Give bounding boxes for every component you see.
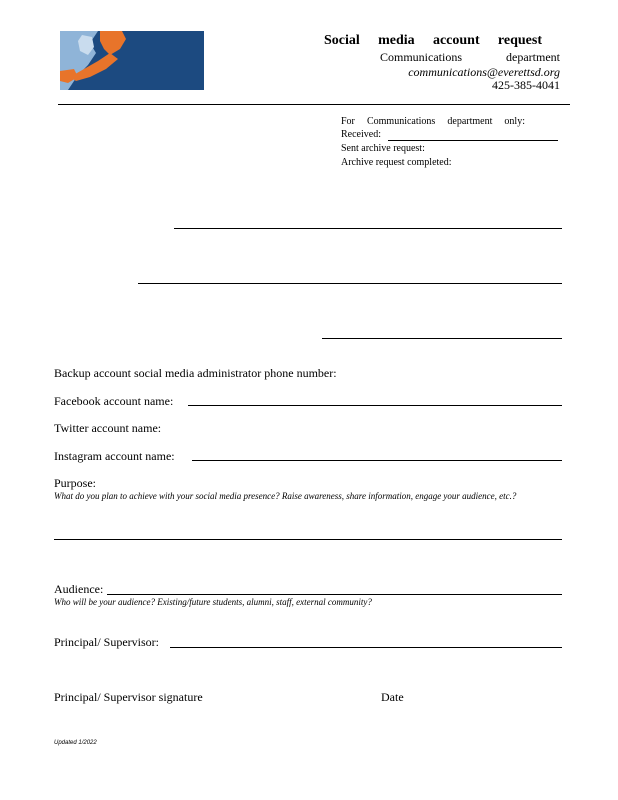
office-heading-word: only: — [504, 116, 525, 127]
audience-hint: Who will be your audience? Existing/future students, alumni, staff, external community? — [54, 597, 372, 607]
signature-label: Principal/ Supervisor signature — [54, 690, 203, 704]
sent-archive-label: Sent archive request: — [341, 143, 425, 154]
department-word: department — [506, 50, 560, 64]
purpose-hint: What do you plan to achieve with your social media presence? Raise awareness, share information, engage your audience, etc.? — [54, 491, 517, 501]
twitter-label: Twitter account name: — [54, 421, 162, 435]
supervisor-line[interactable] — [170, 647, 562, 648]
title-word: account — [432, 33, 480, 48]
audience-line[interactable] — [107, 594, 562, 595]
backup-phone-label: Backup account social media administrator phone number: — [54, 366, 337, 380]
office-use-heading — [341, 116, 525, 127]
office-heading-word: department — [447, 116, 493, 127]
instagram-line[interactable] — [192, 460, 562, 461]
office-heading-word: For — [341, 116, 355, 127]
form-title — [324, 33, 542, 49]
instagram-label: Instagram account name: — [54, 449, 175, 463]
archive-completed-label: Archive request completed: — [341, 157, 452, 168]
purpose-label: Purpose: — [54, 476, 96, 490]
facebook-label: Facebook account name: — [54, 394, 174, 408]
supervisor-label: Principal/ Supervisor: — [54, 635, 159, 649]
logo-graphic — [60, 31, 204, 90]
department-word: Communications — [380, 50, 462, 64]
title-word: media — [378, 33, 415, 48]
title-word: Social — [324, 33, 360, 48]
answer-line[interactable] — [322, 338, 562, 339]
audience-label: Audience: — [54, 582, 104, 596]
department-name — [380, 50, 560, 65]
received-line[interactable] — [388, 140, 558, 141]
department-phone: 425-385-4041 — [492, 78, 560, 92]
answer-line[interactable] — [174, 228, 562, 229]
received-label: Received: — [341, 129, 381, 140]
district-logo — [60, 31, 204, 90]
purpose-line[interactable] — [54, 539, 562, 540]
title-word: request — [497, 33, 542, 48]
header-divider — [58, 104, 570, 105]
facebook-line[interactable] — [188, 405, 562, 406]
department-email: communications@everettsd.org — [408, 65, 560, 79]
updated-note: Updated 1/2022 — [54, 740, 97, 746]
date-label: Date — [381, 690, 404, 704]
office-heading-word: Communications — [366, 116, 436, 127]
answer-line[interactable] — [138, 283, 562, 284]
